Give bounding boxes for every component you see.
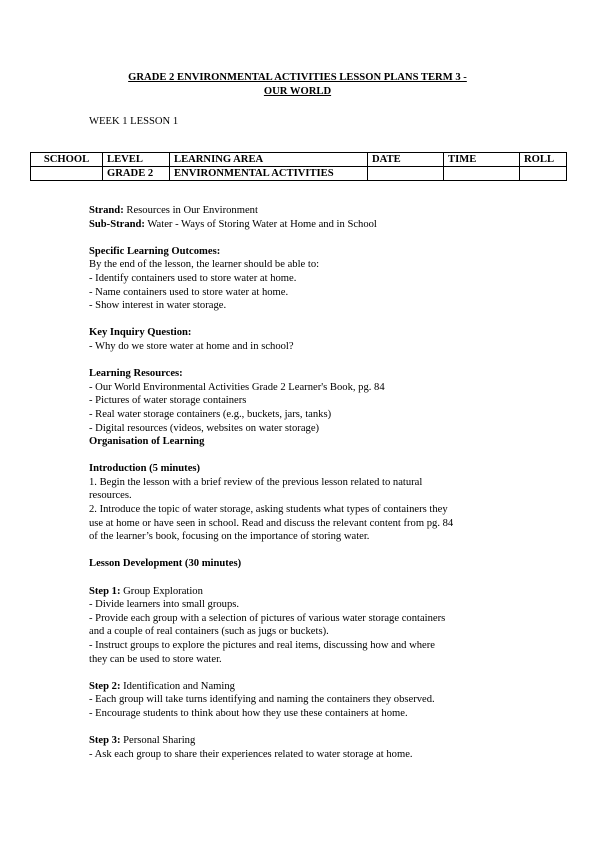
outcomes-heading: Specific Learning Outcomes: [89, 245, 221, 257]
development-heading: Lesson Development (30 minutes) [89, 558, 242, 570]
cell-school [31, 167, 103, 181]
step1-title: Group Exploration [120, 585, 203, 597]
outcomes-intro: By the end of the lesson, the learner should be able to: [89, 259, 320, 271]
paragraph-line: - Divide learners into small groups. [89, 599, 240, 611]
strand-line [89, 204, 509, 218]
cell-time [444, 167, 520, 181]
step3-line [89, 734, 509, 748]
introduction-heading: Introduction (5 minutes) [89, 463, 201, 475]
cell-level: GRADE 2 [103, 167, 170, 181]
header-date: DATE [368, 153, 444, 167]
step2-label: Step 2: [89, 680, 121, 692]
paragraph-line: - Ask each group to share their experiences related to water storage at home. [89, 748, 413, 760]
paragraph-line: they can be used to store water. [89, 653, 222, 665]
header-time: TIME [444, 153, 520, 167]
list-item: - Our World Environmental Activities Grade 2 Learner's Book, pg. 84 [89, 381, 385, 393]
cell-roll [520, 167, 567, 181]
table-header-row [31, 153, 567, 167]
substrand-line [89, 218, 509, 232]
lesson-info-table [30, 152, 567, 181]
list-item: - Identify containers used to store water at home. [89, 272, 297, 284]
paragraph-line: resources. [89, 490, 132, 502]
week-lesson-label: WEEK 1 LESSON 1 [89, 116, 179, 127]
strand-value: Resources in Our Environment [123, 205, 258, 216]
paragraph-line: use at home or have seen in school. Read and discuss the relevant content from pg. 84 [89, 517, 454, 529]
title-line-2: OUR WORLD [263, 85, 332, 97]
step1-label: Step 1: [89, 585, 121, 597]
list-item: - Name containers used to store water at home. [89, 286, 289, 298]
paragraph-line: 2. Introduce the topic of water storage, asking students what types of containers they [89, 504, 448, 516]
step1-line [89, 585, 509, 599]
header-level: LEVEL [103, 153, 170, 167]
paragraph-line: and a couple of real containers (such as jugs or buckets). [89, 626, 329, 638]
lesson-body [89, 204, 509, 761]
title-line-1: GRADE 2 ENVIRONMENTAL ACTIVITIES LESSON PLANS TERM 3 - [128, 72, 467, 83]
header-school: SCHOOL [31, 153, 103, 167]
paragraph-line: - Instruct groups to explore the pictures and real items, discussing how and where [89, 640, 435, 651]
inquiry-heading: Key Inquiry Question: [89, 327, 192, 339]
cell-date [368, 167, 444, 181]
table-row [31, 167, 567, 181]
list-item: - Why do we store water at home and in school? [89, 340, 294, 352]
resources-heading: Learning Resources: [89, 368, 183, 380]
cell-learning-area: ENVIRONMENTAL ACTIVITIES [170, 167, 368, 181]
substrand-label: Sub-Strand: [89, 218, 145, 230]
list-item: - Pictures of water storage containers [89, 395, 247, 407]
list-item: - Show interest in water storage. [89, 300, 227, 312]
substrand-value: Water - Ways of Storing Water at Home and in School [144, 218, 377, 230]
paragraph-line: - Provide each group with a selection of pictures of various water storage containers [89, 612, 446, 624]
step3-label: Step 3: [89, 735, 121, 747]
list-item: - Digital resources (videos, websites on water storage) [89, 422, 320, 434]
step3-title: Personal Sharing [120, 735, 196, 747]
paragraph-line: 1. Begin the lesson with a brief review of the previous lesson related to natural [89, 476, 423, 488]
organisation-heading: Organisation of Learning [89, 436, 205, 448]
step2-line [89, 680, 509, 694]
paragraph-line: - Each group will take turns identifying and naming the containers they observed. [89, 694, 435, 706]
step2-title: Identification and Naming [120, 680, 235, 692]
paragraph-line: - Encourage students to think about how they use these containers at home. [89, 707, 408, 719]
document-title [60, 71, 535, 98]
header-learning-area: LEARNING AREA [170, 153, 368, 167]
strand-label: Strand: [89, 205, 124, 216]
header-roll: ROLL [520, 153, 567, 167]
paragraph-line: of the learner’s book, focusing on the importance of storing water. [89, 531, 370, 543]
list-item: - Real water storage containers (e.g., buckets, jars, tanks) [89, 408, 332, 420]
